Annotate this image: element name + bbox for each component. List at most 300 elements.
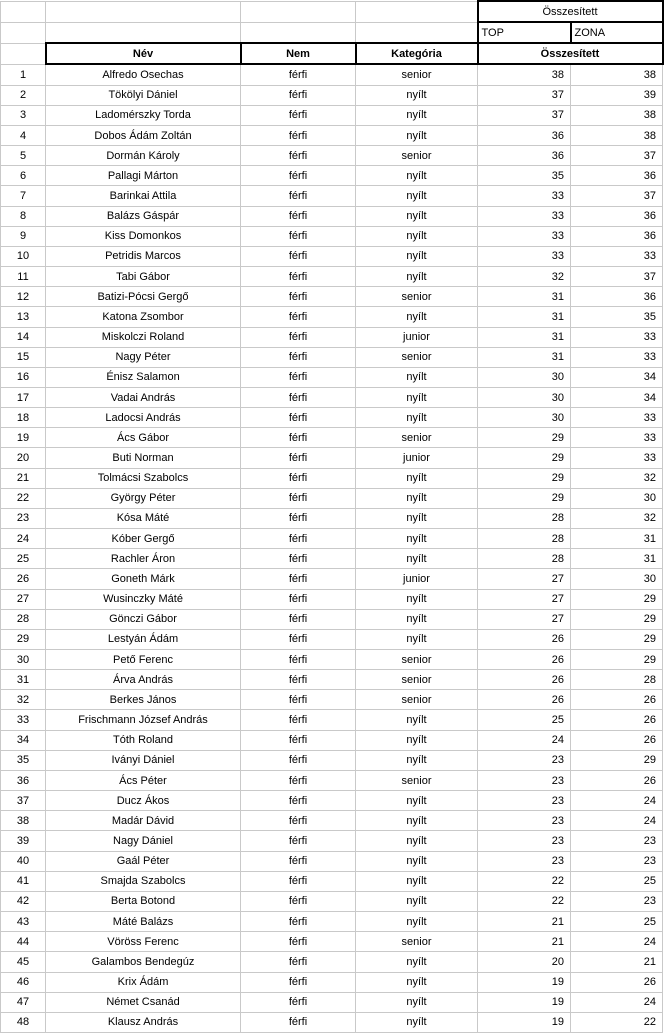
table-row bbox=[1, 146, 663, 166]
zona-score-cell: 33 bbox=[571, 347, 663, 367]
name-cell: Pető Ferenc bbox=[46, 650, 241, 670]
name-cell: Iványi Dániel bbox=[46, 750, 241, 770]
category-cell: junior bbox=[356, 448, 478, 468]
category-cell: senior bbox=[356, 690, 478, 710]
top-score-cell: 23 bbox=[478, 831, 571, 851]
table-row bbox=[1, 750, 663, 770]
table-row bbox=[1, 811, 663, 831]
table-row bbox=[1, 226, 663, 246]
name-cell: Tabi Gábor bbox=[46, 267, 241, 287]
gender-cell: férfi bbox=[241, 488, 356, 508]
category-cell: senior bbox=[356, 64, 478, 85]
table-row bbox=[1, 851, 663, 871]
zona-score-cell: 39 bbox=[571, 85, 663, 105]
top-score-cell: 31 bbox=[478, 347, 571, 367]
zona-score-cell: 26 bbox=[571, 690, 663, 710]
row-number-cell: 44 bbox=[1, 932, 46, 952]
name-cell: Galambos Bendegúz bbox=[46, 952, 241, 972]
empty-cell bbox=[46, 22, 241, 43]
sub-header-top: TOP bbox=[478, 22, 571, 43]
table-row bbox=[1, 972, 663, 992]
category-cell: nyílt bbox=[356, 529, 478, 549]
gender-cell: férfi bbox=[241, 146, 356, 166]
name-cell: Alfredo Osechas bbox=[46, 64, 241, 85]
table-row bbox=[1, 529, 663, 549]
category-cell: senior bbox=[356, 146, 478, 166]
table-row bbox=[1, 508, 663, 528]
gender-cell: férfi bbox=[241, 912, 356, 932]
column-header-total: Összesített bbox=[478, 43, 663, 64]
row-number-cell: 31 bbox=[1, 670, 46, 690]
name-cell: Ladomérszky Torda bbox=[46, 105, 241, 125]
gender-cell: férfi bbox=[241, 448, 356, 468]
zona-score-cell: 33 bbox=[571, 246, 663, 266]
table-row bbox=[1, 650, 663, 670]
top-score-cell: 19 bbox=[478, 972, 571, 992]
top-score-cell: 32 bbox=[478, 267, 571, 287]
gender-cell: férfi bbox=[241, 871, 356, 891]
gender-cell: férfi bbox=[241, 267, 356, 287]
gender-cell: férfi bbox=[241, 287, 356, 307]
table-row bbox=[1, 186, 663, 206]
category-cell: nyílt bbox=[356, 629, 478, 649]
table-row bbox=[1, 246, 663, 266]
top-score-cell: 27 bbox=[478, 589, 571, 609]
zona-score-cell: 33 bbox=[571, 428, 663, 448]
category-cell: nyílt bbox=[356, 992, 478, 1012]
zona-score-cell: 32 bbox=[571, 508, 663, 528]
gender-cell: férfi bbox=[241, 226, 356, 246]
top-score-cell: 28 bbox=[478, 508, 571, 528]
gender-cell: férfi bbox=[241, 650, 356, 670]
zona-score-cell: 29 bbox=[571, 589, 663, 609]
top-score-cell: 23 bbox=[478, 770, 571, 790]
name-cell: Rachler Áron bbox=[46, 549, 241, 569]
row-number-cell: 6 bbox=[1, 166, 46, 186]
category-cell: nyílt bbox=[356, 166, 478, 186]
top-score-cell: 29 bbox=[478, 428, 571, 448]
row-number-cell: 8 bbox=[1, 206, 46, 226]
zona-score-cell: 22 bbox=[571, 1012, 663, 1032]
table-row bbox=[1, 670, 663, 690]
gender-cell: férfi bbox=[241, 992, 356, 1012]
top-score-cell: 27 bbox=[478, 609, 571, 629]
name-cell: Gönczi Gábor bbox=[46, 609, 241, 629]
row-number-cell: 33 bbox=[1, 710, 46, 730]
category-cell: nyílt bbox=[356, 186, 478, 206]
zona-score-cell: 29 bbox=[571, 629, 663, 649]
zona-score-cell: 31 bbox=[571, 549, 663, 569]
top-score-cell: 24 bbox=[478, 730, 571, 750]
top-score-cell: 37 bbox=[478, 85, 571, 105]
empty-cell bbox=[1, 22, 46, 43]
table-row bbox=[1, 589, 663, 609]
zona-score-cell: 30 bbox=[571, 488, 663, 508]
name-cell: Ács Péter bbox=[46, 770, 241, 790]
table-row bbox=[1, 912, 663, 932]
category-cell: senior bbox=[356, 932, 478, 952]
row-number-cell: 14 bbox=[1, 327, 46, 347]
zona-score-cell: 26 bbox=[571, 710, 663, 730]
zona-score-cell: 29 bbox=[571, 650, 663, 670]
top-score-cell: 38 bbox=[478, 64, 571, 85]
row-number-cell: 29 bbox=[1, 629, 46, 649]
zona-score-cell: 36 bbox=[571, 206, 663, 226]
empty-cell bbox=[46, 1, 241, 22]
table-row bbox=[1, 609, 663, 629]
zona-score-cell: 33 bbox=[571, 408, 663, 428]
category-cell: nyílt bbox=[356, 307, 478, 327]
category-cell: senior bbox=[356, 650, 478, 670]
category-cell: nyílt bbox=[356, 246, 478, 266]
empty-cell bbox=[1, 1, 46, 22]
top-score-cell: 25 bbox=[478, 710, 571, 730]
table-row bbox=[1, 488, 663, 508]
name-cell: Tóth Roland bbox=[46, 730, 241, 750]
name-cell: Német Csanád bbox=[46, 992, 241, 1012]
gender-cell: férfi bbox=[241, 811, 356, 831]
zona-score-cell: 29 bbox=[571, 609, 663, 629]
row-number-cell: 48 bbox=[1, 1012, 46, 1032]
row-number-cell: 32 bbox=[1, 690, 46, 710]
zona-score-cell: 26 bbox=[571, 972, 663, 992]
zona-score-cell: 31 bbox=[571, 529, 663, 549]
table-row bbox=[1, 791, 663, 811]
top-score-cell: 26 bbox=[478, 670, 571, 690]
row-number-cell: 41 bbox=[1, 871, 46, 891]
category-cell: nyílt bbox=[356, 1012, 478, 1032]
table-row bbox=[1, 932, 663, 952]
table-row bbox=[1, 307, 663, 327]
gender-cell: férfi bbox=[241, 831, 356, 851]
name-cell: Madár Dávid bbox=[46, 811, 241, 831]
row-number-cell: 9 bbox=[1, 226, 46, 246]
zona-score-cell: 33 bbox=[571, 448, 663, 468]
table-row bbox=[1, 125, 663, 145]
row-number-cell: 36 bbox=[1, 770, 46, 790]
zona-score-cell: 34 bbox=[571, 367, 663, 387]
gender-cell: férfi bbox=[241, 307, 356, 327]
top-score-cell: 19 bbox=[478, 992, 571, 1012]
zona-score-cell: 37 bbox=[571, 267, 663, 287]
gender-cell: férfi bbox=[241, 952, 356, 972]
name-cell: Dormán Károly bbox=[46, 146, 241, 166]
table-row bbox=[1, 952, 663, 972]
column-header-name: Név bbox=[46, 43, 241, 64]
name-cell: Petridis Marcos bbox=[46, 246, 241, 266]
row-number-cell: 39 bbox=[1, 831, 46, 851]
row-number-cell: 24 bbox=[1, 529, 46, 549]
row-number-cell: 18 bbox=[1, 408, 46, 428]
row-number-cell: 21 bbox=[1, 468, 46, 488]
category-cell: nyílt bbox=[356, 871, 478, 891]
name-cell: Énisz Salamon bbox=[46, 367, 241, 387]
row-number-cell: 37 bbox=[1, 791, 46, 811]
table-row bbox=[1, 387, 663, 407]
top-score-cell: 21 bbox=[478, 912, 571, 932]
top-score-cell: 36 bbox=[478, 125, 571, 145]
top-score-cell: 21 bbox=[478, 932, 571, 952]
name-cell: Lestyán Ádám bbox=[46, 629, 241, 649]
gender-cell: férfi bbox=[241, 750, 356, 770]
top-score-cell: 28 bbox=[478, 529, 571, 549]
zona-score-cell: 21 bbox=[571, 952, 663, 972]
top-score-cell: 26 bbox=[478, 650, 571, 670]
category-cell: junior bbox=[356, 569, 478, 589]
zona-score-cell: 24 bbox=[571, 791, 663, 811]
category-cell: nyílt bbox=[356, 206, 478, 226]
gender-cell: férfi bbox=[241, 972, 356, 992]
top-score-cell: 35 bbox=[478, 166, 571, 186]
name-cell: Árva András bbox=[46, 670, 241, 690]
table-row bbox=[1, 327, 663, 347]
top-score-cell: 31 bbox=[478, 307, 571, 327]
row-number-cell: 28 bbox=[1, 609, 46, 629]
empty-cell bbox=[356, 22, 478, 43]
table-row bbox=[1, 85, 663, 105]
top-score-cell: 33 bbox=[478, 186, 571, 206]
top-score-cell: 27 bbox=[478, 569, 571, 589]
name-cell: Nagy Péter bbox=[46, 347, 241, 367]
gender-cell: férfi bbox=[241, 589, 356, 609]
name-cell: Vadai András bbox=[46, 387, 241, 407]
top-score-cell: 29 bbox=[478, 468, 571, 488]
zona-score-cell: 23 bbox=[571, 891, 663, 911]
name-cell: Kósa Máté bbox=[46, 508, 241, 528]
sub-header-row bbox=[1, 22, 663, 43]
top-score-cell: 23 bbox=[478, 811, 571, 831]
zona-score-cell: 29 bbox=[571, 750, 663, 770]
name-cell: Tolmácsi Szabolcs bbox=[46, 468, 241, 488]
category-cell: nyílt bbox=[356, 972, 478, 992]
top-score-cell: 23 bbox=[478, 750, 571, 770]
gender-cell: férfi bbox=[241, 710, 356, 730]
name-cell: Berta Botond bbox=[46, 891, 241, 911]
category-cell: nyílt bbox=[356, 267, 478, 287]
gender-cell: férfi bbox=[241, 206, 356, 226]
table-body bbox=[1, 64, 663, 1032]
row-number-cell: 30 bbox=[1, 650, 46, 670]
table-row bbox=[1, 770, 663, 790]
category-cell: nyílt bbox=[356, 912, 478, 932]
row-number-cell: 34 bbox=[1, 730, 46, 750]
gender-cell: férfi bbox=[241, 730, 356, 750]
row-number-cell: 47 bbox=[1, 992, 46, 1012]
column-header-gender: Nem bbox=[241, 43, 356, 64]
gender-cell: férfi bbox=[241, 609, 356, 629]
row-number-cell: 17 bbox=[1, 387, 46, 407]
sub-header-zona: ZONA bbox=[571, 22, 663, 43]
zona-score-cell: 30 bbox=[571, 569, 663, 589]
row-number-cell: 2 bbox=[1, 85, 46, 105]
gender-cell: férfi bbox=[241, 932, 356, 952]
category-cell: nyílt bbox=[356, 125, 478, 145]
name-cell: Wusinczky Máté bbox=[46, 589, 241, 609]
table-row bbox=[1, 629, 663, 649]
category-cell: nyílt bbox=[356, 508, 478, 528]
group-header-row bbox=[1, 1, 663, 22]
top-score-cell: 30 bbox=[478, 367, 571, 387]
zona-score-cell: 26 bbox=[571, 770, 663, 790]
category-cell: nyílt bbox=[356, 831, 478, 851]
name-cell: Barinkai Attila bbox=[46, 186, 241, 206]
row-number-cell: 19 bbox=[1, 428, 46, 448]
top-score-cell: 33 bbox=[478, 206, 571, 226]
table-row bbox=[1, 166, 663, 186]
category-cell: nyílt bbox=[356, 367, 478, 387]
row-number-cell: 38 bbox=[1, 811, 46, 831]
category-cell: nyílt bbox=[356, 952, 478, 972]
zona-score-cell: 23 bbox=[571, 851, 663, 871]
row-number-cell: 45 bbox=[1, 952, 46, 972]
row-number-cell: 10 bbox=[1, 246, 46, 266]
row-number-cell: 42 bbox=[1, 891, 46, 911]
category-cell: nyílt bbox=[356, 408, 478, 428]
zona-score-cell: 38 bbox=[571, 64, 663, 85]
name-cell: Ducz Ákos bbox=[46, 791, 241, 811]
table-row bbox=[1, 408, 663, 428]
name-cell: Balázs Gáspár bbox=[46, 206, 241, 226]
category-cell: nyílt bbox=[356, 730, 478, 750]
zona-score-cell: 25 bbox=[571, 871, 663, 891]
top-score-cell: 26 bbox=[478, 629, 571, 649]
row-number-cell: 27 bbox=[1, 589, 46, 609]
name-cell: Nagy Dániel bbox=[46, 831, 241, 851]
gender-cell: férfi bbox=[241, 105, 356, 125]
row-number-cell: 43 bbox=[1, 912, 46, 932]
zona-score-cell: 32 bbox=[571, 468, 663, 488]
row-number-cell: 22 bbox=[1, 488, 46, 508]
gender-cell: férfi bbox=[241, 569, 356, 589]
zona-score-cell: 28 bbox=[571, 670, 663, 690]
table-row bbox=[1, 730, 663, 750]
zona-score-cell: 24 bbox=[571, 811, 663, 831]
name-cell: Gaál Péter bbox=[46, 851, 241, 871]
zona-score-cell: 37 bbox=[571, 146, 663, 166]
name-cell: Katona Zsombor bbox=[46, 307, 241, 327]
table-row bbox=[1, 347, 663, 367]
row-number-cell: 5 bbox=[1, 146, 46, 166]
table-row bbox=[1, 569, 663, 589]
name-cell: Miskolczi Roland bbox=[46, 327, 241, 347]
zona-score-cell: 38 bbox=[571, 125, 663, 145]
zona-score-cell: 24 bbox=[571, 992, 663, 1012]
table-row bbox=[1, 448, 663, 468]
zona-score-cell: 36 bbox=[571, 166, 663, 186]
table-row bbox=[1, 287, 663, 307]
top-score-cell: 22 bbox=[478, 891, 571, 911]
gender-cell: férfi bbox=[241, 791, 356, 811]
gender-cell: férfi bbox=[241, 508, 356, 528]
category-cell: nyílt bbox=[356, 105, 478, 125]
top-score-cell: 23 bbox=[478, 851, 571, 871]
gender-cell: férfi bbox=[241, 690, 356, 710]
row-number-cell: 12 bbox=[1, 287, 46, 307]
top-score-cell: 30 bbox=[478, 408, 571, 428]
name-cell: Pallagi Márton bbox=[46, 166, 241, 186]
category-cell: nyílt bbox=[356, 791, 478, 811]
zona-score-cell: 34 bbox=[571, 387, 663, 407]
category-cell: nyílt bbox=[356, 488, 478, 508]
table-row bbox=[1, 549, 663, 569]
name-cell: Vöröss Ferenc bbox=[46, 932, 241, 952]
name-cell: Berkes János bbox=[46, 690, 241, 710]
empty-cell bbox=[356, 1, 478, 22]
gender-cell: férfi bbox=[241, 468, 356, 488]
empty-cell bbox=[241, 1, 356, 22]
row-number-cell: 16 bbox=[1, 367, 46, 387]
name-cell: Máté Balázs bbox=[46, 912, 241, 932]
row-number-cell: 46 bbox=[1, 972, 46, 992]
row-number-cell: 3 bbox=[1, 105, 46, 125]
category-cell: nyílt bbox=[356, 750, 478, 770]
table-row bbox=[1, 206, 663, 226]
top-score-cell: 30 bbox=[478, 387, 571, 407]
category-cell: nyílt bbox=[356, 811, 478, 831]
category-cell: senior bbox=[356, 670, 478, 690]
table-row bbox=[1, 871, 663, 891]
row-number-cell: 7 bbox=[1, 186, 46, 206]
gender-cell: férfi bbox=[241, 125, 356, 145]
top-score-cell: 22 bbox=[478, 871, 571, 891]
empty-cell bbox=[1, 43, 46, 64]
top-score-cell: 37 bbox=[478, 105, 571, 125]
row-number-cell: 25 bbox=[1, 549, 46, 569]
category-cell: nyílt bbox=[356, 851, 478, 871]
name-cell: Frischmann József András bbox=[46, 710, 241, 730]
name-cell: Buti Norman bbox=[46, 448, 241, 468]
category-cell: senior bbox=[356, 770, 478, 790]
table-row bbox=[1, 1012, 663, 1032]
gender-cell: férfi bbox=[241, 529, 356, 549]
zona-score-cell: 33 bbox=[571, 327, 663, 347]
table-row bbox=[1, 468, 663, 488]
row-number-cell: 4 bbox=[1, 125, 46, 145]
top-score-cell: 26 bbox=[478, 690, 571, 710]
category-cell: senior bbox=[356, 287, 478, 307]
top-score-cell: 28 bbox=[478, 549, 571, 569]
zona-score-cell: 26 bbox=[571, 730, 663, 750]
zona-score-cell: 37 bbox=[571, 186, 663, 206]
top-score-cell: 31 bbox=[478, 327, 571, 347]
gender-cell: férfi bbox=[241, 670, 356, 690]
row-number-cell: 20 bbox=[1, 448, 46, 468]
name-cell: Goneth Márk bbox=[46, 569, 241, 589]
top-score-cell: 23 bbox=[478, 791, 571, 811]
gender-cell: férfi bbox=[241, 64, 356, 85]
zona-score-cell: 36 bbox=[571, 226, 663, 246]
row-number-cell: 11 bbox=[1, 267, 46, 287]
name-cell: Kiss Domonkos bbox=[46, 226, 241, 246]
gender-cell: férfi bbox=[241, 387, 356, 407]
table-row bbox=[1, 690, 663, 710]
category-cell: senior bbox=[356, 347, 478, 367]
empty-cell bbox=[241, 22, 356, 43]
category-cell: nyílt bbox=[356, 609, 478, 629]
gender-cell: férfi bbox=[241, 166, 356, 186]
table-row bbox=[1, 105, 663, 125]
category-cell: nyílt bbox=[356, 387, 478, 407]
gender-cell: férfi bbox=[241, 186, 356, 206]
gender-cell: férfi bbox=[241, 246, 356, 266]
table-row bbox=[1, 710, 663, 730]
zona-score-cell: 23 bbox=[571, 831, 663, 851]
category-cell: nyílt bbox=[356, 891, 478, 911]
name-cell: Tökölyi Dániel bbox=[46, 85, 241, 105]
name-cell: Smajda Szabolcs bbox=[46, 871, 241, 891]
table-row bbox=[1, 891, 663, 911]
table-row bbox=[1, 267, 663, 287]
